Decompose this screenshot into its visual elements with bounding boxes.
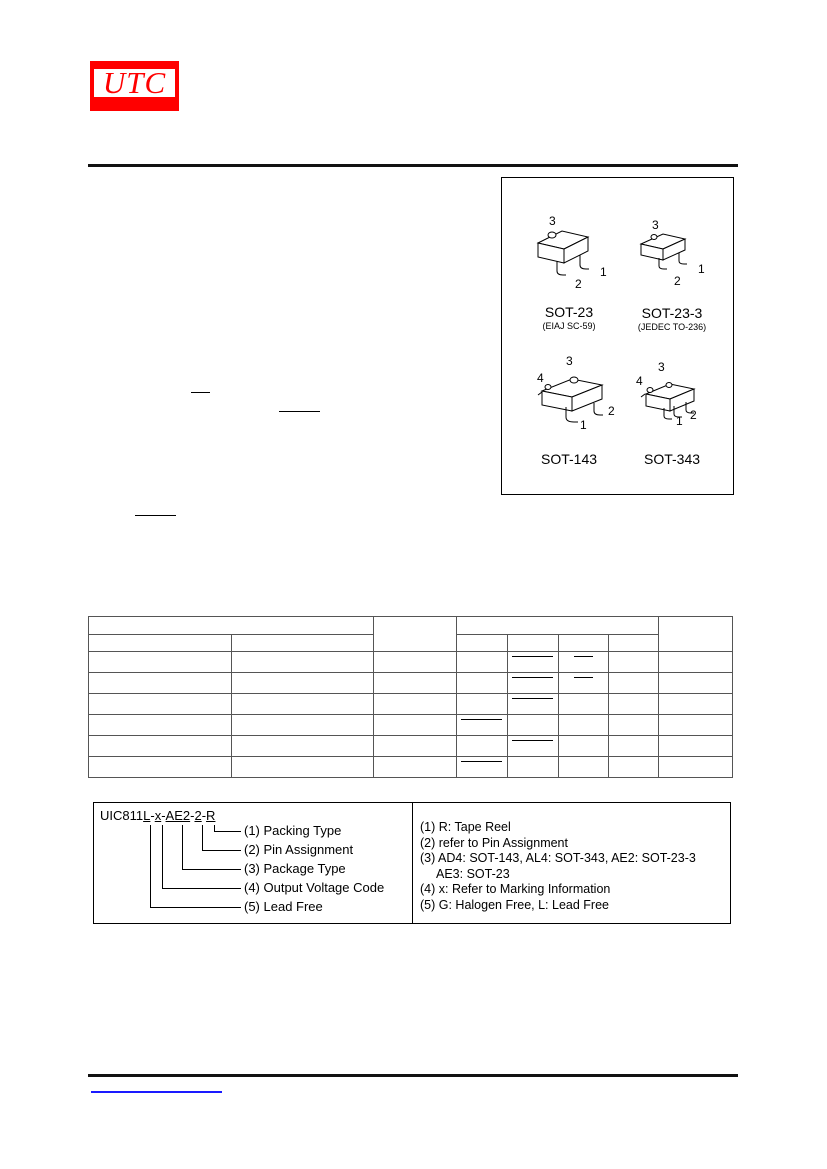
column-divider xyxy=(412,803,413,923)
header-cell xyxy=(232,635,374,652)
explanation-item: (2) refer to Pin Assignment xyxy=(420,835,568,850)
explanation-item: (5) G: Halogen Free, L: Lead Free xyxy=(420,897,609,912)
logo-inner xyxy=(94,65,175,100)
pin-label: 2 xyxy=(690,408,697,422)
part-segment-packing: R xyxy=(206,808,216,823)
table-header-row xyxy=(89,617,733,635)
explanation-item: (3) AD4: SOT-143, AL4: SOT-343, AE2: SOT-23-3 xyxy=(420,851,696,865)
logo-text: UTC xyxy=(102,65,167,100)
table-row xyxy=(89,652,733,673)
utc-logo xyxy=(90,61,179,111)
pin-label: 1 xyxy=(600,265,607,279)
part-segment-pin: 2 xyxy=(194,808,202,823)
sot143-drawing xyxy=(532,373,622,433)
package-name: SOT-343 xyxy=(643,451,701,467)
legend-package-type: (3) Package Type xyxy=(244,861,346,876)
pin-label: 1 xyxy=(698,262,705,276)
legend-lead-free: (5) Lead Free xyxy=(244,899,323,914)
pin-label: 2 xyxy=(608,404,615,418)
part-segment-package: AE2 xyxy=(165,808,191,823)
pin-label: 3 xyxy=(566,354,573,368)
part-number: UIC811L-x-AE2-2-R xyxy=(100,808,216,823)
header-cell xyxy=(508,635,559,652)
legend-output-voltage-code: (4) Output Voltage Code xyxy=(244,880,385,895)
pin-label: 3 xyxy=(652,218,659,232)
spec-table xyxy=(88,616,733,778)
part-segment-voltage: x xyxy=(154,808,162,823)
table-row xyxy=(89,694,733,715)
pin-label: 1 xyxy=(580,418,587,432)
header-cell xyxy=(659,617,733,652)
pin-label: 2 xyxy=(575,277,582,291)
header-cell xyxy=(457,617,659,635)
package-name: SOT-23-3 xyxy=(641,305,703,321)
package-name: SOT-23 xyxy=(544,304,594,320)
pin-label: 4 xyxy=(636,374,643,388)
explanation-item: (1) R: Tape Reel xyxy=(420,820,511,834)
header-cell xyxy=(559,635,609,652)
explanation-item: (4) x: Refer to Marking Information xyxy=(420,882,611,896)
header-cell xyxy=(609,635,659,652)
package-standard: (JEDEC TO-236) xyxy=(637,322,707,332)
overline-mark xyxy=(135,515,176,516)
part-prefix: UIC811 xyxy=(100,808,144,823)
part-segment-lead-free: L xyxy=(143,808,151,823)
header-rule xyxy=(88,164,738,167)
overline-mark xyxy=(191,392,210,393)
header-cell xyxy=(89,635,232,652)
pin-label: 3 xyxy=(549,214,556,228)
header-cell xyxy=(457,635,508,652)
footer-rule xyxy=(88,1074,738,1077)
pin-label: 4 xyxy=(537,371,544,385)
footer-link-underline[interactable] xyxy=(91,1091,222,1093)
header-cell xyxy=(89,617,374,635)
pin-label: 1 xyxy=(676,414,683,428)
explanation-item: AE3: SOT-23 xyxy=(436,866,510,881)
table-row xyxy=(89,757,733,778)
package-outline-box xyxy=(501,177,734,495)
table-row xyxy=(89,715,733,736)
package-standard: (EIAJ SC-59) xyxy=(542,321,596,331)
pin-label: 3 xyxy=(658,360,665,374)
legend-pin-assignment: (2) Pin Assignment xyxy=(244,842,354,857)
table-row xyxy=(89,736,733,757)
pin-label: 2 xyxy=(674,274,681,288)
package-name: SOT-143 xyxy=(540,451,598,467)
header-cell xyxy=(374,617,457,652)
table-row xyxy=(89,673,733,694)
explanation-list xyxy=(420,820,696,913)
overline-mark xyxy=(279,411,320,412)
legend-packing-type: (1) Packing Type xyxy=(244,823,342,838)
leader-line xyxy=(150,825,241,908)
ordering-info-box xyxy=(93,802,731,924)
